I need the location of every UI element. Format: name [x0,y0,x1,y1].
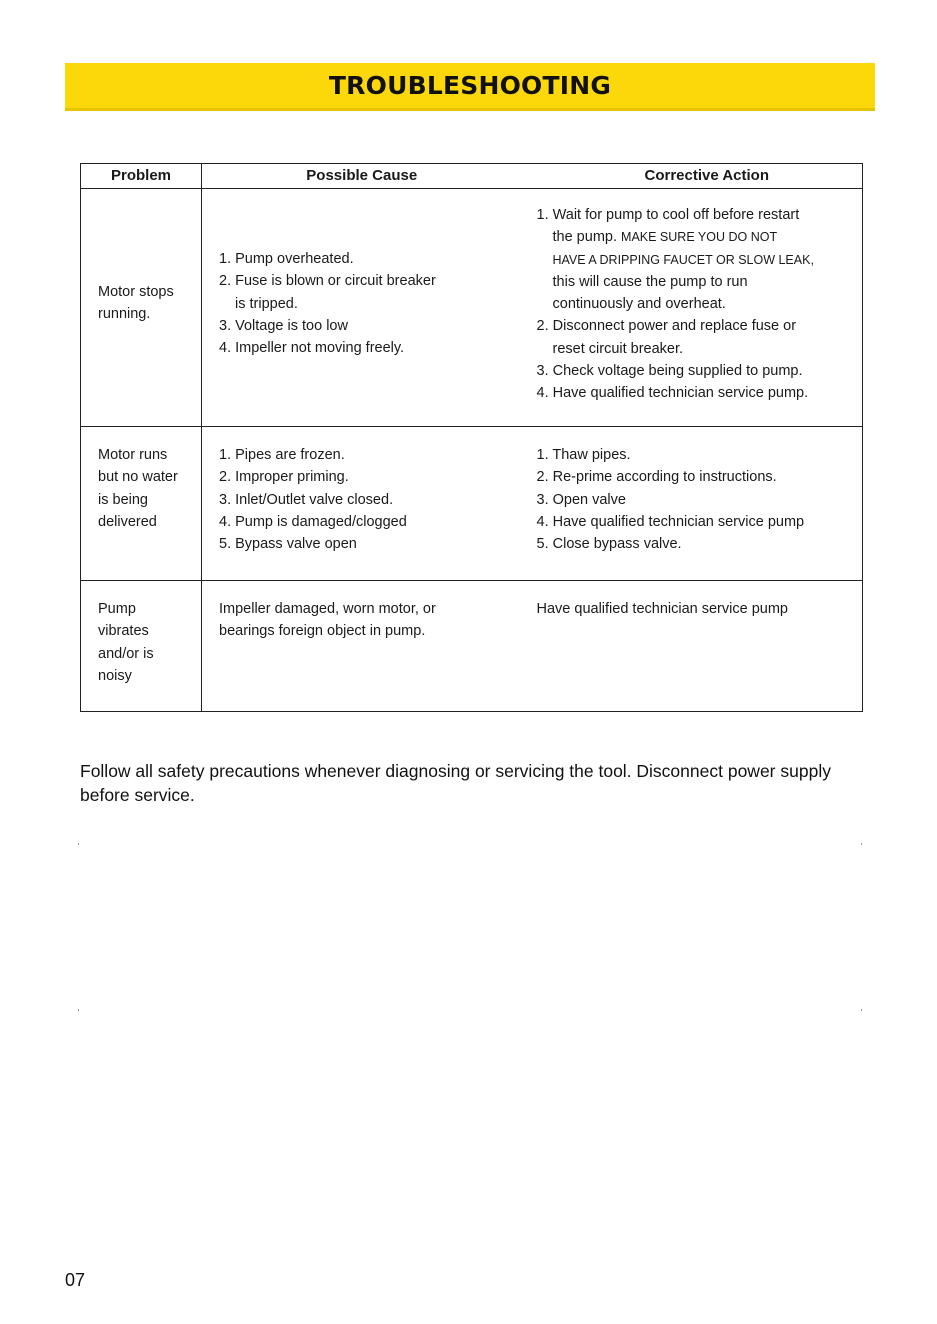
title-banner [65,63,875,111]
cause-line-text: 4. Impeller not moving freely. [219,340,405,357]
trim-mark [78,1009,79,1011]
problem-text [81,581,201,687]
action-line-text: 4. Have qualified technician service pump [536,513,805,530]
problem-line: noisy [98,667,132,684]
page-title: TROUBLESHOOTING [328,71,612,100]
cause-line [219,444,522,466]
cause-line-text: 3. Voltage is too low [219,317,348,334]
action-line-warning: HAVE A DRIPPING FAUCET OR SLOW LEAK, [552,252,814,267]
cause-line-text: 2. Fuse is blown or circuit breaker [219,273,436,290]
cause-line [219,598,522,620]
action-line-text: 2. Re-prime according to instructions. [536,469,777,486]
header-corrective-action: Corrective Action [644,166,769,184]
cause-line [219,466,522,488]
cause-cell [202,427,522,581]
action-line [537,382,863,404]
action-line [537,204,863,226]
table-row [81,581,863,712]
problem-cell [81,189,202,427]
problem-line: but no water [98,469,178,486]
problem-line: Motor stops [98,284,174,300]
cause-line [219,270,522,292]
action-line-text: 1. Wait for pump to cool off before restart [536,207,800,223]
action-line-text: 4. Have qualified technician service pump. [536,385,809,402]
cause-line [219,248,522,270]
problem-line: running. [98,306,151,323]
action-line [537,489,863,511]
problem-line: and/or is [98,645,154,662]
problem-line: is being [98,491,148,508]
problem-cell [81,427,202,581]
table-header-row [81,164,863,189]
cause-line-text: 4. Pump is damaged/clogged [219,513,407,530]
action-line-text: 2. Disconnect power and replace fuse or [536,318,797,335]
cause-list [202,189,522,359]
action-line [537,315,863,337]
cause-line-text: Impeller damaged, worn motor, or [219,601,436,617]
action-line [537,226,863,248]
action-line-text: 3. Check voltage being supplied to pump. [536,363,803,380]
action-line-text: Have qualified technician service pump [536,601,788,617]
header-problem: Problem [81,164,202,189]
action-line [537,338,863,360]
troubleshooting-table [80,163,863,712]
cause-line [219,533,522,555]
trim-mark [78,843,79,845]
cause-list [202,581,522,643]
action-cell [522,189,863,427]
safety-note: Follow all safety precautions whenever diagnosing or servicing the tool. Disconnect power supply before service. [80,761,831,805]
action-line [537,360,863,382]
action-line-text: 1. Thaw pipes. [536,447,631,463]
problem-cell [81,581,202,712]
cause-line-text: 2. Improper priming. [219,469,349,486]
cause-list [202,427,522,555]
cause-line [219,489,522,511]
cause-line-text: is tripped. [235,295,298,312]
action-line-text: this will cause the pump to run [552,273,748,290]
header-possible-cause: Possible Cause [202,164,522,189]
action-line [537,271,863,293]
cause-line [219,620,522,642]
action-cell [522,427,863,581]
action-list [522,581,863,620]
action-list [522,189,863,405]
header-corrective-action-cell [522,164,863,189]
cause-line-text: 3. Inlet/Outlet valve closed. [219,491,394,508]
problem-line: Motor runs [98,447,168,463]
action-line [537,466,863,488]
action-line [537,598,863,620]
table-row [81,189,863,427]
cause-line [219,511,522,533]
cause-line-text: 1. Pump overheated. [219,251,354,267]
trim-mark [861,843,862,845]
action-line [537,444,863,466]
cause-cell [202,581,522,712]
table-row [81,427,863,581]
action-line [537,249,863,271]
action-line [537,511,863,533]
action-line [537,533,863,555]
cause-line [219,337,522,359]
action-line-text: continuously and overheat. [552,296,726,313]
action-line [537,293,863,315]
action-line-text: the pump. [552,229,617,246]
trim-mark [861,1009,862,1011]
problem-line: Pump [98,601,136,617]
problem-line: delivered [98,513,157,530]
page-number: 07 [65,1270,86,1290]
cause-line-text: 5. Bypass valve open [219,536,357,553]
cause-line [219,315,522,337]
cause-line-text: 1. Pipes are frozen. [219,447,345,463]
problem-text [81,189,201,326]
problem-line: vibrates [98,623,149,640]
action-cell [522,581,863,712]
cause-line [219,293,522,315]
cause-line-text: bearings foreign object in pump. [219,623,426,640]
action-line-warning: MAKE SURE YOU DO NOT [621,230,778,245]
action-line-text: 5. Close bypass valve. [536,536,682,553]
cause-cell [202,189,522,427]
action-line-text: reset circuit breaker. [552,340,684,357]
problem-text [81,427,201,533]
action-list [522,427,863,555]
action-line-text: 3. Open valve [536,491,626,508]
